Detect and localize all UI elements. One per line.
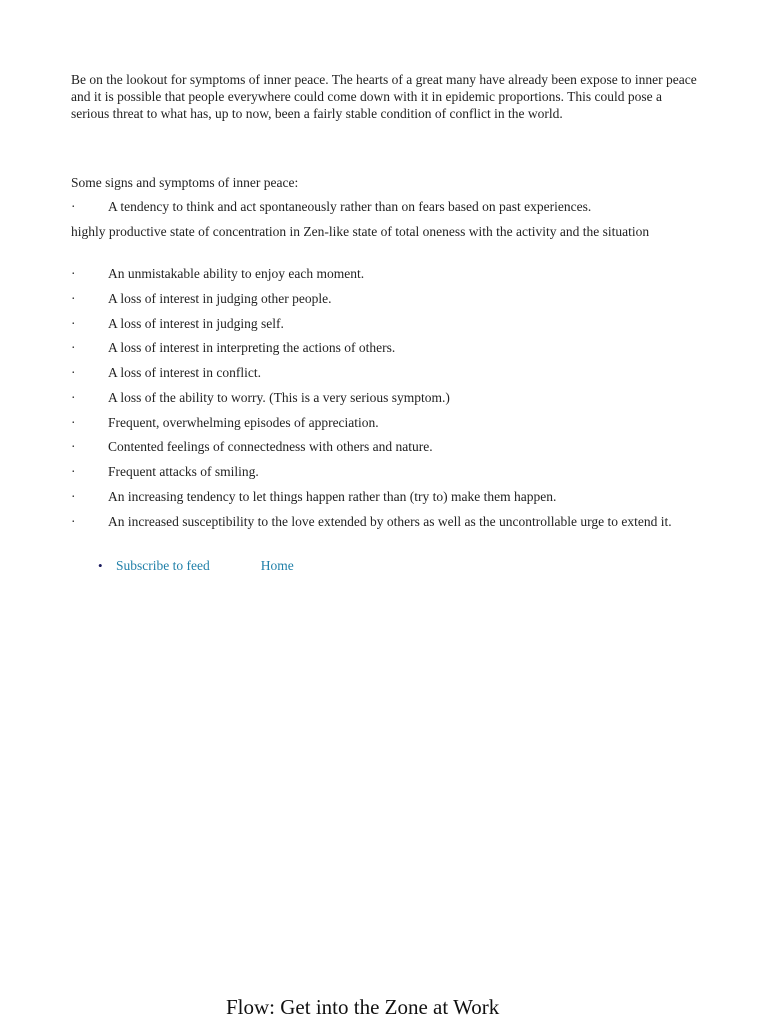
list-item [71, 488, 701, 505]
list-item [71, 463, 701, 480]
list-item-text: A tendency to think and act spontaneously rather than on fears based on past experiences. [108, 199, 592, 214]
list-item [71, 265, 701, 282]
list-item-text: An increased susceptibility to the love extended by others as well as the uncontrollable urge to extend it. [108, 514, 672, 529]
next-article-title: Flow: Get into the Zone at Work [226, 995, 500, 1019]
list-item [71, 339, 701, 356]
bullet-dot: · [71, 316, 76, 331]
bullet-dot: · [71, 464, 76, 479]
signs-heading: Some signs and symptoms of inner peace: [71, 175, 299, 190]
list-item-text: A loss of interest in conflict. [108, 365, 261, 380]
list-item-text: An unmistakable ability to enjoy each moment. [108, 266, 365, 281]
footer-links [98, 557, 294, 574]
list-item-text: Frequent, overwhelming episodes of appreciation. [108, 415, 379, 430]
list-item-text: A loss of interest in judging self. [108, 316, 284, 331]
list-item [71, 198, 701, 215]
bullet-dot: · [71, 489, 76, 504]
bullet-dot: · [71, 514, 76, 529]
bullet-dot: · [71, 439, 76, 454]
list-item-text: A loss of interest in interpreting the actions of others. [108, 340, 396, 355]
list-item [71, 414, 701, 431]
bullet-dot: · [71, 390, 76, 405]
list-item [71, 389, 701, 406]
link-bullet: • [98, 558, 103, 573]
bullet-dot: · [71, 340, 76, 355]
bullet-dot: · [71, 291, 76, 306]
bullet-dot: · [71, 199, 76, 214]
list-item [71, 364, 701, 381]
subscribe-link[interactable]: Subscribe to feed [116, 558, 210, 573]
links-row [98, 557, 294, 574]
list-item [71, 438, 701, 455]
list-item-text: An increasing tendency to let things happen rather than (try to) make them happen. [108, 489, 557, 504]
list-item [71, 315, 701, 332]
bullet-dot: · [71, 266, 76, 281]
list-item-text: A loss of the ability to worry. (This is a very serious symptom.) [108, 390, 450, 405]
home-link[interactable]: Home [260, 558, 294, 573]
list-item [71, 290, 701, 307]
intro-paragraph: Be on the lookout for symptoms of inner peace. The hearts of a great many have already been expose to inner peace and it is possible that people everywhere could come down with it in epidemic proportions. This could pose a serious threat to what has, up to now, been a fairly stable condition of conflict in the world. [71, 72, 697, 121]
bullet-dot: · [71, 415, 76, 430]
list-item-text: Contented feelings of connectedness with others and nature. [108, 439, 433, 454]
list-item-text: A loss of interest in judging other people. [108, 291, 332, 306]
list-item [71, 513, 701, 530]
flow-note: highly productive state of concentration in Zen-like state of total oneness with the activity and the situation [71, 224, 650, 239]
list-item-text: Frequent attacks of smiling. [108, 464, 259, 479]
bullet-dot: · [71, 365, 76, 380]
